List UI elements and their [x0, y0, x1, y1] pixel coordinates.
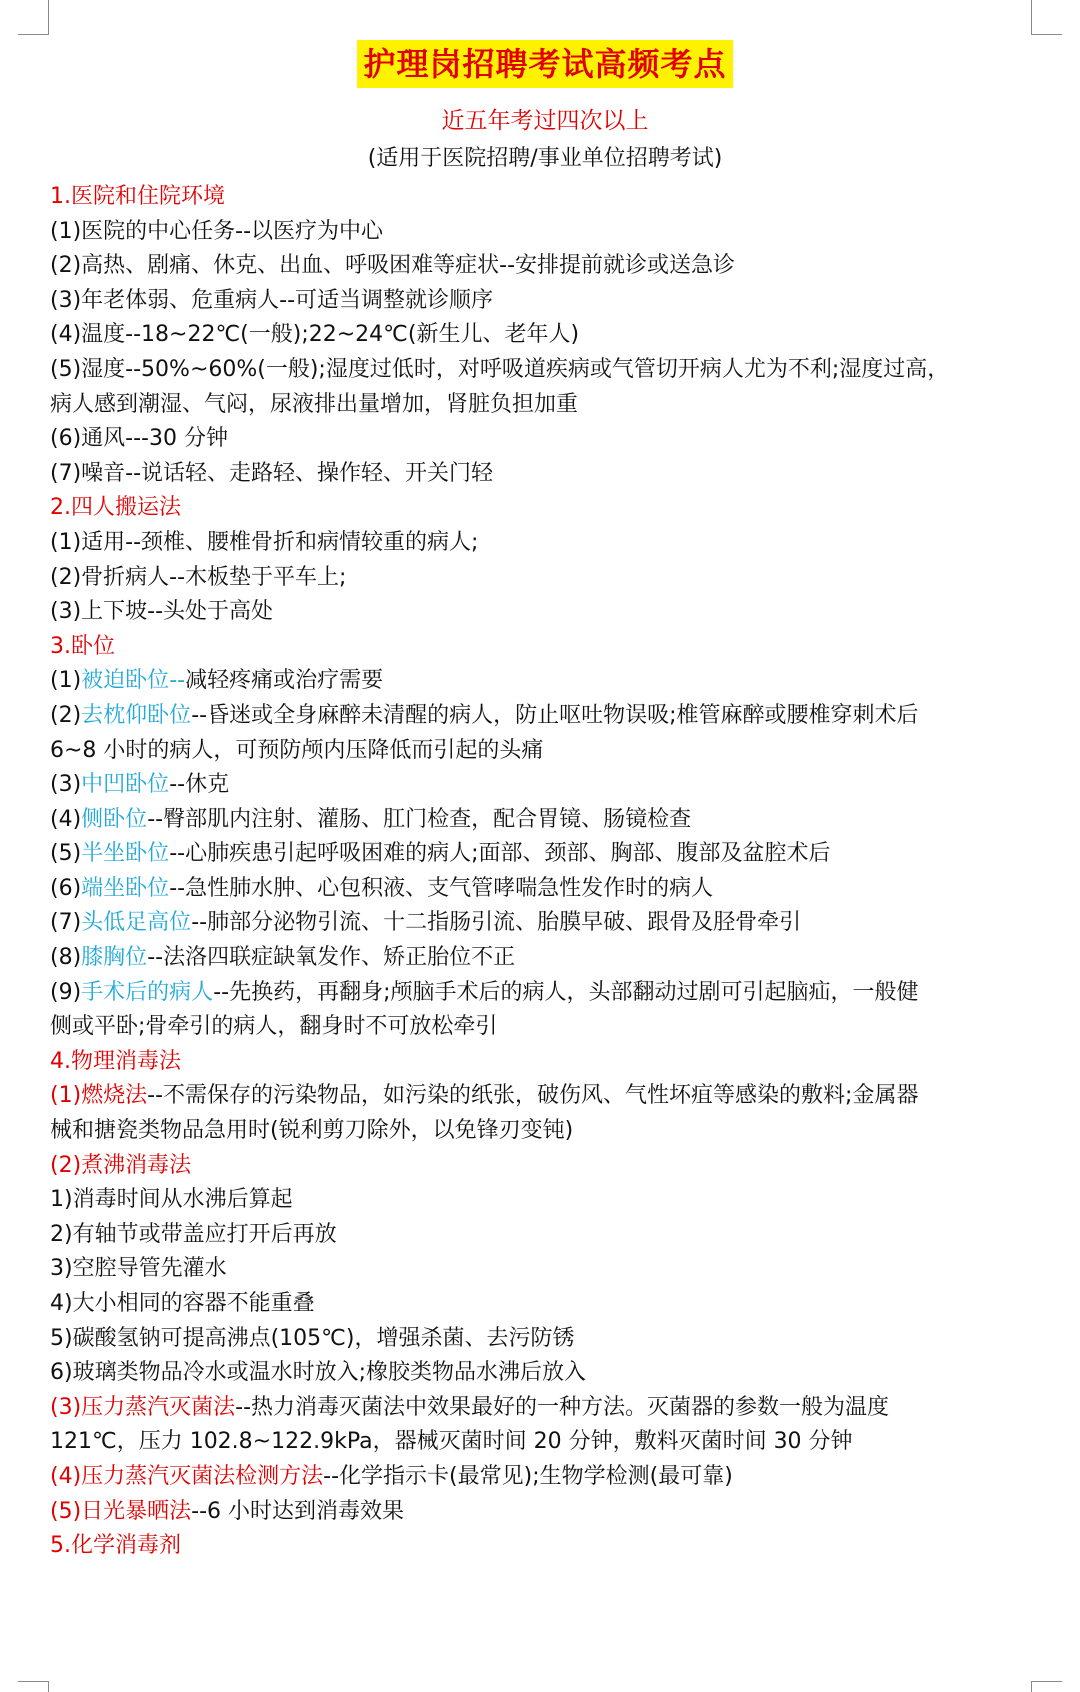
- text-segment: 侧或平卧;骨牵引的病人，翻身时不可放松牵引: [50, 1014, 498, 1040]
- highlighted-term: 端坐卧位: [81, 875, 170, 901]
- text-segment: (1)医院的中心任务--以医疗为中心: [50, 218, 384, 244]
- text-line: [50, 353, 1040, 388]
- text-segment: --先换药，再翻身;颅脑手术后的病人，头部翻动过剧可引起脑疝，一般健: [213, 979, 919, 1005]
- text-segment: 病人感到潮湿、气闷，尿液排出量增加，肾脏负担加重: [50, 391, 579, 417]
- text-line: [50, 318, 1040, 353]
- text-segment: (3)年老体弱、危重病人--可适当调整就诊顺序: [50, 287, 494, 313]
- text-line: [50, 1252, 1040, 1287]
- text-segment: (7): [50, 910, 82, 936]
- text-segment: (4)温度--18~22℃(一般);22~24℃(新生儿、老年人): [50, 322, 580, 348]
- text-segment: (3)上下坡--头处于高处: [50, 599, 274, 625]
- text-line: [50, 1460, 1040, 1495]
- text-segment: 6)玻璃类物品冷水或温水时放入;橡胶类物品水沸后放入: [50, 1360, 586, 1386]
- text-line: [50, 768, 1040, 803]
- text-line: [50, 1322, 1040, 1357]
- text-line: [50, 976, 1040, 1011]
- text-segment: 1)消毒时间从水沸后算起: [50, 1187, 293, 1213]
- text-segment: --昏迷或全身麻醉未清醒的病人，防止呕吐物误吸;椎管麻醉或腰椎穿刺术后: [191, 702, 919, 728]
- method-name: (2)煮沸消毒法: [50, 1152, 192, 1178]
- text-segment: --急性肺水肿、心包积液、支气管哮喘急性发作时的病人: [169, 875, 714, 901]
- text-line: [50, 284, 1040, 319]
- text-segment: (2)骨折病人--木板垫于平车上;: [50, 564, 347, 590]
- text-segment: (1): [50, 668, 82, 694]
- text-segment: (2): [50, 702, 82, 728]
- text-segment: --法洛四联症缺氧发作、矫正胎位不正: [147, 945, 516, 971]
- section-heading: [50, 180, 1040, 215]
- page-subtitle: 近五年考过四次以上: [441, 108, 649, 134]
- text-line: [50, 1356, 1040, 1391]
- text-segment: --6 小时达到消毒效果: [191, 1498, 405, 1524]
- text-segment: 5.化学消毒剂: [50, 1533, 181, 1559]
- text-segment: 2.四人搬运法: [50, 495, 181, 521]
- highlighted-term: 被迫卧位: [81, 668, 170, 694]
- text-line: [50, 1079, 1040, 1114]
- text-segment: (5): [50, 841, 82, 867]
- text-line: [50, 388, 1040, 423]
- text-line: [50, 1287, 1040, 1322]
- text-line: [50, 664, 1040, 699]
- text-segment: 6~8 小时的病人，可预防颅内压降低而引起的头痛: [50, 737, 544, 763]
- text-segment: --热力消毒灭菌法中效果最好的一种方法。灭菌器的参数一般为温度: [235, 1394, 890, 1420]
- method-name: (1)燃烧法: [50, 1083, 148, 1109]
- text-segment: (1)适用--颈椎、腰椎骨折和病情较重的病人;: [50, 529, 479, 555]
- text-segment: (2)高热、剧痛、休克、出血、呼吸困难等症状--安排提前就诊或送急诊: [50, 253, 736, 279]
- text-segment: --不需保存的污染物品，如污染的纸张，破伤风、气性坏疽等感染的敷料;金属器: [147, 1083, 919, 1109]
- text-line: [50, 1183, 1040, 1218]
- highlighted-term: 手术后的病人: [81, 979, 214, 1005]
- content-body: [50, 180, 1040, 1564]
- text-segment: (3): [50, 772, 82, 798]
- text-segment: --休克: [169, 772, 230, 798]
- text-segment: 减轻疼痛或治疗需要: [185, 668, 384, 694]
- text-segment: --化学指示卡(最常见);生物学检测(最可靠): [323, 1463, 733, 1489]
- document-page: [50, 0, 1040, 1564]
- text-segment: --心肺疾患引起呼吸困难的病人;面部、颈部、胸部、腹部及盆腔术后: [169, 841, 831, 867]
- highlighted-term: 头低足高位: [81, 910, 192, 936]
- text-line: [50, 803, 1040, 838]
- text-line: [50, 1114, 1040, 1149]
- text-segment: (8): [50, 945, 82, 971]
- applicability-note: (适用于医院招聘/事业单位招聘考试): [367, 146, 723, 171]
- text-segment: (6): [50, 875, 82, 901]
- text-line: [50, 1218, 1040, 1253]
- text-segment: 械和搪瓷类物品急用时(锐利剪刀除外，以免锋刃变钝): [50, 1118, 574, 1144]
- crop-mark-bottom-left: [18, 1681, 49, 1692]
- text-line: [50, 1149, 1040, 1184]
- highlighted-term: 中凹卧位: [81, 772, 170, 798]
- text-line: [50, 457, 1040, 492]
- text-line: [50, 561, 1040, 596]
- text-segment: 3)空腔导管先灌水: [50, 1256, 227, 1282]
- text-segment: 4.物理消毒法: [50, 1048, 181, 1074]
- text-segment: (4): [50, 806, 82, 832]
- text-line: [50, 699, 1040, 734]
- text-line: [50, 249, 1040, 284]
- text-line: [50, 837, 1040, 872]
- highlighted-term: 去枕仰卧位: [81, 702, 192, 728]
- text-line: [50, 872, 1040, 907]
- text-segment: 2)有轴节或带盖应打开后再放: [50, 1221, 337, 1247]
- text-line: [50, 906, 1040, 941]
- text-segment: 5)碳酸氢钠可提高沸点(105℃)，增强杀菌、去污防锈: [50, 1325, 575, 1351]
- method-name: (4)压力蒸汽灭菌法检测方法: [50, 1463, 324, 1489]
- text-line: [50, 734, 1040, 769]
- text-segment: (6)通风---30 分钟: [50, 426, 228, 452]
- text-line: [50, 1010, 1040, 1045]
- section-heading: [50, 1529, 1040, 1564]
- text-segment: --肺部分泌物引流、十二指肠引流、胎膜早破、跟骨及胫骨牵引: [191, 910, 802, 936]
- crop-mark-top-left: [18, 0, 49, 35]
- highlighted-term: 膝胸位: [81, 945, 148, 971]
- method-name: (5)日光暴晒法: [50, 1498, 192, 1524]
- highlighted-term: --: [169, 668, 186, 694]
- highlighted-term: 半坐卧位: [81, 841, 170, 867]
- text-line: [50, 941, 1040, 976]
- text-line: [50, 526, 1040, 561]
- text-line: [50, 422, 1040, 457]
- text-segment: 121℃，压力 102.8~122.9kPa，器械灭菌时间 20 分钟，敷料灭菌时间 30 分钟: [50, 1429, 853, 1455]
- page-title: 护理岗招聘考试高频考点: [357, 40, 732, 88]
- section-heading: [50, 630, 1040, 665]
- section-heading: [50, 491, 1040, 526]
- text-segment: (9): [50, 979, 82, 1005]
- text-line: [50, 595, 1040, 630]
- text-line: [50, 1425, 1040, 1460]
- text-segment: (5)湿度--50%~60%(一般);湿度过低时，对呼吸道疾病或气管切开病人尤为不利;湿度过高，: [50, 356, 950, 382]
- method-name: (3)压力蒸汽灭菌法: [50, 1394, 236, 1420]
- text-segment: (7)噪音--说话轻、走路轻、操作轻、开关门轻: [50, 460, 494, 486]
- text-segment: 4)大小相同的容器不能重叠: [50, 1291, 315, 1316]
- crop-mark-bottom-right: [1031, 1681, 1062, 1692]
- text-line: [50, 1391, 1040, 1426]
- text-segment: --臀部肌内注射、灌肠、肛门检查，配合胃镜、肠镜检查: [147, 806, 692, 832]
- text-line: [50, 215, 1040, 250]
- section-heading: [50, 1045, 1040, 1080]
- text-line: [50, 1495, 1040, 1530]
- text-segment: 1.医院和住院环境: [50, 184, 225, 209]
- title-block: [50, 0, 1040, 88]
- highlighted-term: 侧卧位: [81, 806, 148, 832]
- text-segment: 3.卧位: [50, 633, 115, 659]
